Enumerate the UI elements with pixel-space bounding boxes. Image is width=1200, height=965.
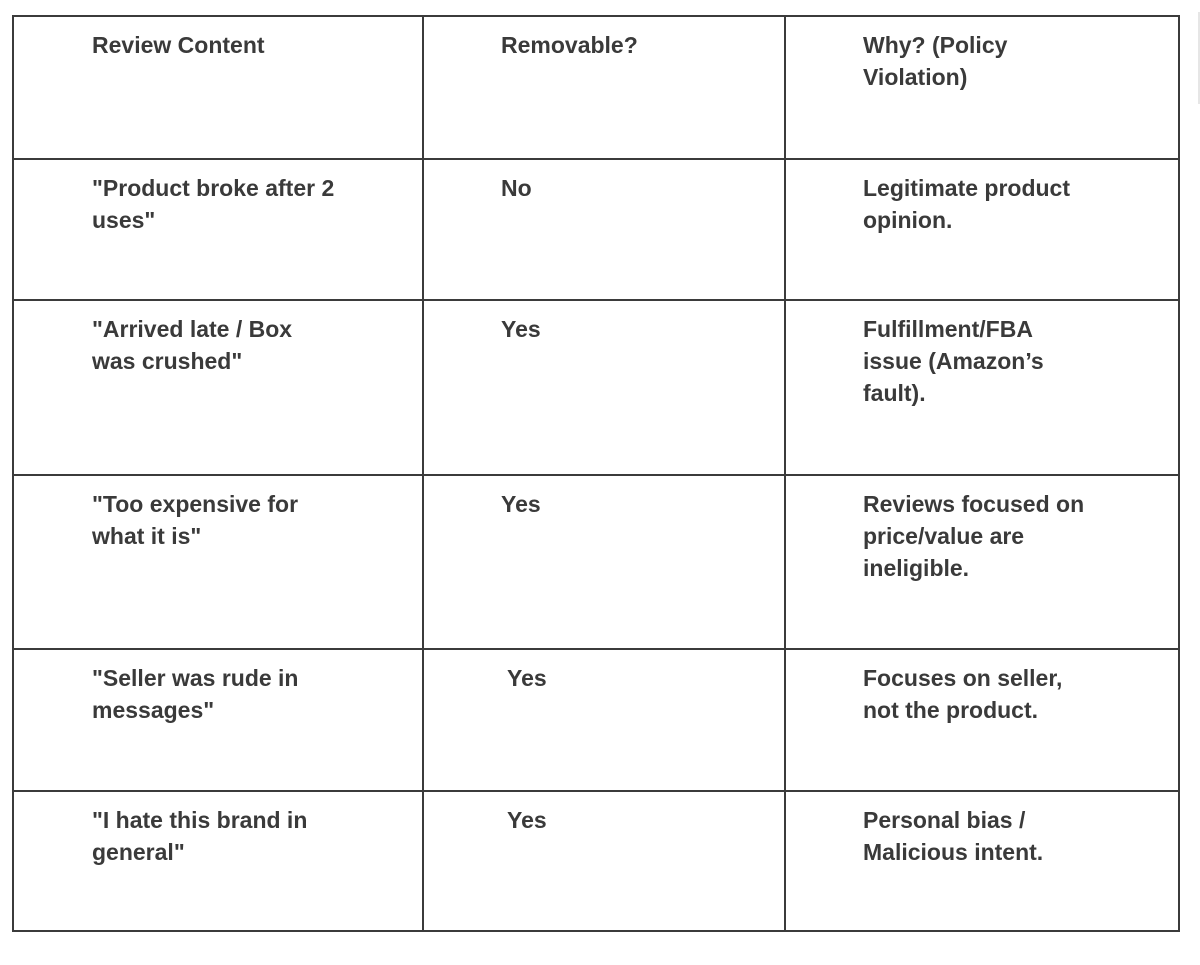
review-content-text: "Seller was rude in messages" [92,665,299,723]
why-cell [785,300,1179,475]
why-cell [785,791,1179,931]
review-content-cell [13,791,423,931]
review-content-cell [13,300,423,475]
header-review-content-label: Review Content [92,32,265,58]
why-cell [785,159,1179,300]
header-review-content [13,16,423,159]
table-row [13,475,1179,649]
table-row [13,300,1179,475]
removable-cell [423,791,785,931]
why-text: Personal bias / Malicious intent. [863,807,1044,865]
removable-text: Yes [507,807,547,833]
removable-cell [423,159,785,300]
header-removable [423,16,785,159]
why-cell [785,475,1179,649]
table-row [13,159,1179,300]
review-content-text: "I hate this brand in general" [92,807,308,865]
removable-text: Yes [507,665,547,691]
removable-text: Yes [501,316,541,342]
review-content-cell [13,475,423,649]
review-content-cell [13,649,423,791]
review-policy-table [12,15,1180,932]
review-content-cell [13,159,423,300]
removable-cell [423,475,785,649]
removable-text: No [501,175,532,201]
header-why-label: Why? (Policy Violation) [863,32,1008,90]
header-why [785,16,1179,159]
why-text: Focuses on seller, not the product. [863,665,1063,723]
review-content-text: "Product broke after 2 uses" [92,175,335,233]
header-removable-label: Removable? [501,32,638,58]
why-text: Fulfillment/FBA issue (Amazon’s fault). [863,316,1044,406]
review-content-text: "Arrived late / Box was crushed" [92,316,293,374]
removable-text: Yes [501,491,541,517]
why-text: Reviews focused on price/value are ineligible. [863,491,1085,581]
table-row [13,649,1179,791]
removable-cell [423,649,785,791]
why-cell [785,649,1179,791]
review-policy-table-container [12,15,1178,932]
table-header-row [13,16,1179,159]
why-text: Legitimate product opinion. [863,175,1071,233]
table-row [13,791,1179,931]
removable-cell [423,300,785,475]
review-content-text: "Too expensive for what it is" [92,491,299,549]
